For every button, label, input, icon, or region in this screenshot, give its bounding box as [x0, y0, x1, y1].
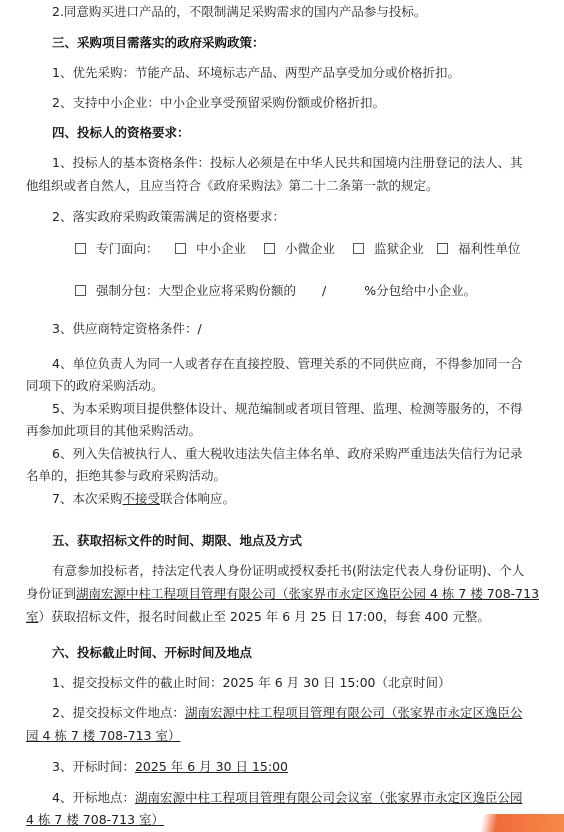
paragraph-submission-place-cont: 园 4 栋 7 楼 708-713 室）: [26, 728, 181, 743]
paragraph-opening-place: [52, 789, 522, 807]
checkbox-icon[interactable]: [175, 243, 186, 254]
paragraph-blacklist-cont: 名单的，拒绝其参与政府采购活动。: [26, 468, 227, 483]
paragraph-obtain-docs-cont: [26, 585, 539, 603]
paragraph-opening-time: [52, 758, 288, 776]
section-heading-5: 五、获取招标文件的时间、期限、地点及方式: [52, 533, 303, 548]
paragraph-consortium: [52, 490, 235, 508]
checkbox-icon[interactable]: [437, 243, 448, 254]
paragraph-same-responsible: 4、单位负责人为同一人或者存在直接控股、管理关系的不同供应商，不得参加同一合: [52, 356, 523, 371]
checkbox-micro[interactable]: [264, 240, 335, 258]
paragraph-design-service: 5、为本采购项目提供整体设计、规范编制或者项目管理、监理、检测等服务的，不得: [52, 401, 523, 416]
paragraph-opening-place-cont: 4 栋 7 楼 708-713 室）: [26, 812, 165, 827]
paragraph-design-service-cont: 再参加此项目的其他采购活动。: [26, 423, 202, 438]
paragraph-obtain-docs: 有意参加投标者，持法定代表人身份证明或授权委托书(附法定代表人身份证明)、个人: [52, 563, 525, 578]
checkbox-label: 中小企业: [196, 241, 247, 256]
paragraph-specific-qualification: 3、供应商特定资格条件：/: [52, 321, 202, 336]
paragraph-import-products: 2.同意购买进口产品的，不限制满足采购需求的国内产品参与投标。: [52, 4, 427, 19]
obtain-pre: 身份证到: [26, 586, 77, 601]
subcontract-label: 强制分包：大型企业应将采购份额的: [96, 283, 297, 298]
paragraph-sme-support: 2、支持中小企业：中小企业享受预留采购份额或价格折扣。: [52, 95, 385, 110]
opening-time-pre: 3、开标时间：: [52, 759, 135, 774]
checkbox-prison[interactable]: [353, 240, 424, 258]
decorative-accent-shape: [414, 814, 564, 832]
opening-place-pre: 4、开标地点：: [52, 790, 135, 805]
opening-time-value: 2025 年 6 月 30 日 15:00: [134, 759, 289, 774]
consortium-pre: 7、本次采购: [52, 491, 123, 506]
checkbox-welfare[interactable]: [437, 240, 521, 258]
obtain-place: 湖南宏源中柱工程项目管理有限公司（张家界市永定区逸臣公园 4 栋 7 楼 708-713: [76, 586, 540, 601]
paragraph-basic-qualification-cont: 他组织或者自然人，且应当符合《政府采购法》第二十二条第一款的规定。: [26, 178, 439, 193]
submission-pre: 2、提交投标文件地点：: [52, 705, 185, 720]
checkbox-icon[interactable]: [264, 243, 275, 254]
obtain-place-end: 室: [26, 609, 39, 624]
paragraph-priority-procurement: 1、优先采购：节能产品、环境标志产品、两型产品享受加分或价格折扣。: [52, 65, 460, 80]
checkbox-icon[interactable]: [75, 243, 86, 254]
paragraph-policy-requirements: 2、落实政府采购政策需满足的资格要求：: [52, 209, 285, 224]
obtain-post: ）获取招标文件，报名时间截止至 2025 年 6 月 25 日 17:00，每套 400 元整。: [38, 609, 490, 624]
paragraph-basic-qualification: 1、投标人的基本资格条件：投标人必须是在中华人民共和国境内注册登记的法人、其: [52, 155, 523, 170]
section-heading-3: 三、采购项目需落实的政府采购政策：: [52, 35, 265, 50]
consortium-post: 联合体响应。: [159, 491, 235, 506]
checkbox-label: 福利性单位: [458, 241, 521, 256]
paragraph-deadline: 1、提交投标文件的截止时间：2025 年 6 月 30 日 15:00（北京时间）: [52, 675, 451, 690]
opening-place-value: 湖南宏源中柱工程项目管理有限公司会议室（张家界市永定区逸臣公园: [134, 790, 523, 805]
checkbox-subcontract[interactable]: [75, 282, 476, 300]
checkbox-icon[interactable]: [353, 243, 364, 254]
subcontract-suffix: %分包给中小企业。: [364, 283, 477, 298]
paragraph-blacklist: 6、列入失信被执行人、重大税收违法失信主体名单、政府采购严重违法失信行为记录: [52, 446, 523, 461]
checkbox-icon[interactable]: [75, 285, 86, 296]
consortium-value: 不接受: [122, 491, 160, 506]
paragraph-same-responsible-cont: 同项下的政府采购活动。: [26, 378, 164, 393]
checkbox-label: 小微企业: [285, 241, 336, 256]
checkbox-label: 监狱企业: [374, 241, 425, 256]
checkbox-label: 专门面向：: [96, 241, 159, 256]
checkbox-sme[interactable]: [175, 240, 246, 258]
submission-place: 湖南宏源中柱工程项目管理有限公司（张家界市永定区逸臣公: [184, 705, 523, 720]
paragraph-submission-place: [52, 704, 522, 722]
checkbox-dedicated[interactable]: [75, 240, 159, 258]
subcontract-value: /: [322, 283, 327, 298]
paragraph-obtain-docs-cont2: [26, 608, 490, 626]
section-heading-4: 四、投标人的资格要求：: [52, 125, 190, 140]
section-heading-6: 六、投标截止时间、开标时间及地点: [52, 645, 253, 660]
